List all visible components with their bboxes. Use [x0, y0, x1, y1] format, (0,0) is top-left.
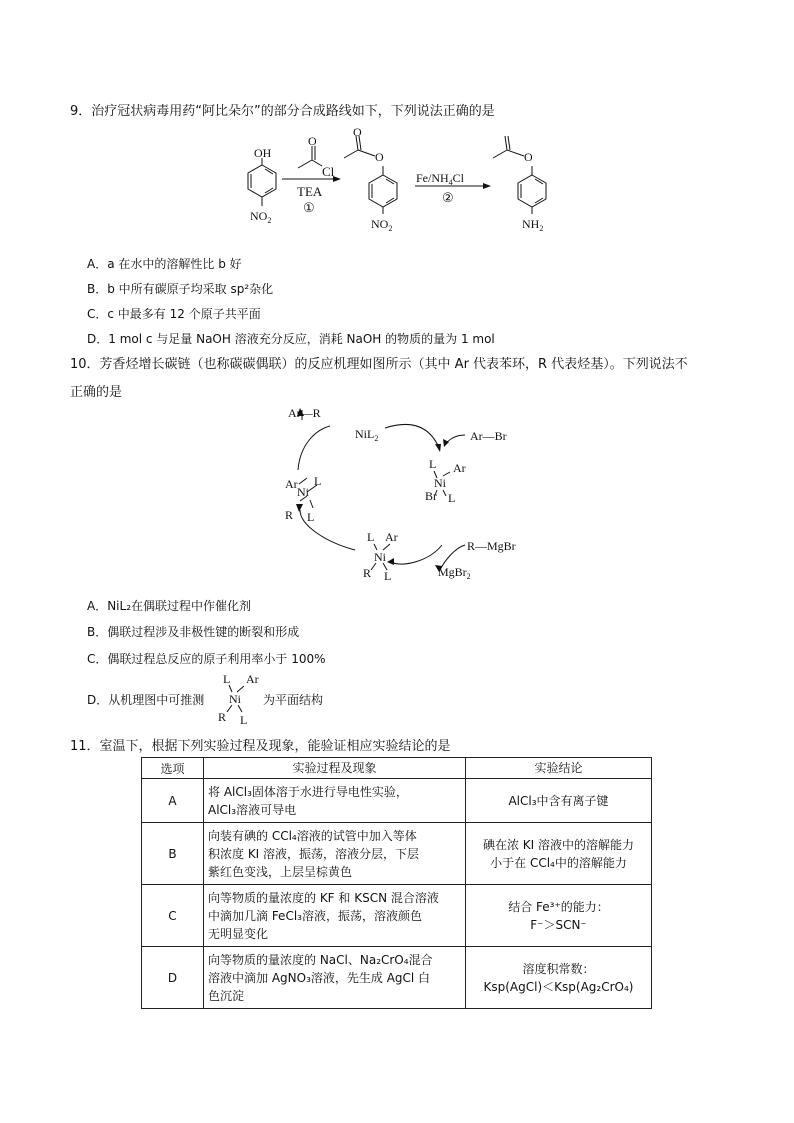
- svg-text:R: R: [218, 710, 227, 724]
- q9-option-c: C．c 中最多有 12 个原子共平面: [87, 307, 261, 321]
- svg-text:L: L: [223, 672, 231, 686]
- q9-b-ester-o: O: [375, 150, 384, 164]
- svg-text:Ar: Ar: [385, 530, 398, 544]
- cycle-mgbr2: MgBr$_2$: [438, 565, 471, 581]
- row-option: A: [142, 779, 204, 823]
- q9-c-ester-o: O: [524, 150, 533, 164]
- q9-step1-num: ①: [303, 200, 315, 215]
- svg-text:Ar: Ar: [453, 461, 466, 475]
- q9-step1-tea: TEA: [297, 184, 323, 199]
- svg-text:R: R: [363, 566, 372, 580]
- row-procedure: 将 AlCl₃固体溶于水进行导电性实验， AlCl₃溶液可导电: [204, 779, 466, 823]
- header-procedure: 实验过程及现象: [204, 758, 466, 779]
- table-row: [142, 885, 652, 947]
- cycle-ni-bottom: Ni: [374, 550, 386, 564]
- svg-text:L: L: [384, 569, 392, 583]
- svg-text:L: L: [240, 713, 248, 727]
- q10-option-a: A．NiL₂在偶联过程中作催化剂: [87, 599, 252, 613]
- q10-option-b: B．偶联过程涉及非极性键的断裂和形成: [87, 625, 300, 639]
- q11-experiment-table: [141, 757, 652, 1009]
- row-conclusion: AlCl₃中含有离子键: [466, 779, 652, 823]
- q10-option-d-structure: [213, 671, 265, 727]
- q9-step2-num: ②: [442, 190, 454, 205]
- table-row: [142, 823, 652, 885]
- q10-option-c: C．偶联过程总反应的原子利用率小于 100%: [87, 652, 326, 666]
- row-procedure: 向等物质的量浓度的 KF 和 KSCN 混合溶液 中滴加几滴 FeCl₃溶液，振荡，溶液颜色 无明显变化: [204, 885, 466, 947]
- q9-b-no2: $NO_2$: [371, 217, 393, 233]
- cycle-r-mgbr: R—MgBr: [467, 539, 516, 553]
- q9-c-nh2: $NH_2$: [522, 217, 544, 233]
- svg-text:L: L: [314, 474, 322, 488]
- row-conclusion: 碘在浓 KI 溶液中的溶解能力 小于在 CCl₄中的溶解能力: [466, 823, 652, 885]
- svg-text:R: R: [285, 508, 294, 522]
- row-option: B: [142, 823, 204, 885]
- row-option: C: [142, 885, 204, 947]
- svg-text:L: L: [429, 457, 437, 471]
- table-row: [142, 779, 652, 823]
- q9-option-d: D．1 mol c 与足量 NaOH 溶液充分反应，消耗 NaOH 的物质的量为 1 mol: [87, 332, 495, 346]
- table-header-row: [142, 758, 652, 779]
- cycle-ar-br: Ar—Br: [470, 429, 507, 443]
- q9-stem: 9．治疗冠状病毒用药“阿比朵尔”的部分合成路线如下，下列说法正确的是: [70, 104, 495, 119]
- q10-catalytic-cycle: [270, 400, 540, 585]
- table-row: [142, 947, 652, 1009]
- q10-option-d-suffix: 为平面结构: [263, 693, 324, 707]
- q9-option-a: A．a 在水中的溶解性比 b 好: [87, 257, 242, 271]
- q10-option-d-prefix: D．从机理图中可推测: [87, 693, 205, 707]
- q9-synthesis-scheme: [220, 125, 580, 236]
- q9-option-b: B．b 中所有碳原子均采取 sp²杂化: [87, 282, 274, 296]
- cycle-nil2: NiL$_2$: [355, 427, 379, 443]
- cycle-ar-r: Ar—R: [288, 406, 321, 420]
- q11-stem: 11．室温下，根据下列实验过程及现象，能验证相应实验结论的是: [70, 739, 451, 754]
- q9-reagent-cl: Cl: [322, 164, 335, 179]
- svg-text:Ar: Ar: [285, 477, 298, 491]
- header-conclusion: 实验结论: [466, 758, 652, 779]
- row-procedure: 向装有碘的 CCl₄溶液的试管中加入等体 积浓度 KI 溶液，振荡，溶液分层，下层 紫红色变浅，上层呈棕黄色: [204, 823, 466, 885]
- svg-text:Br: Br: [425, 489, 437, 503]
- svg-text:L: L: [307, 510, 315, 524]
- header-option: 选项: [142, 758, 204, 779]
- cycle-ni-left: Ni: [297, 485, 309, 499]
- q10-stem-line1: 10．芳香烃增长碳链（也称碳碳偶联）的反应机理如图所示（其中 Ar 代表苯环，R 代表烃基）。下列说法不: [70, 357, 688, 372]
- q9-a-oh: OH: [254, 146, 272, 160]
- row-option: D: [142, 947, 204, 1009]
- q9-b-carbonyl-o: O: [353, 125, 362, 139]
- q9-a-no2: $NO_2$: [250, 209, 272, 225]
- row-conclusion: 溶度积常数： Ksp(AgCl)＜Ksp(Ag₂CrO₄): [466, 947, 652, 1009]
- svg-text:Ar: Ar: [246, 672, 259, 686]
- svg-text:Ni: Ni: [229, 692, 241, 706]
- q10-stem-line2: 正确的是: [70, 385, 123, 400]
- q9-step2-reagent: $Fe/NH_4Cl$: [416, 171, 465, 187]
- row-procedure: 向等物质的量浓度的 NaCl、Na₂CrO₄混合 溶液中滴加 AgNO₃溶液，先生成 AgCl 白 色沉淀: [204, 947, 466, 1009]
- svg-text:L: L: [367, 530, 375, 544]
- q9-reagent-o: O: [308, 134, 317, 148]
- cycle-ni-right: Ni: [434, 476, 446, 490]
- row-conclusion: 结合 Fe³⁺的能力： F⁻＞SCN⁻: [466, 885, 652, 947]
- svg-text:L: L: [448, 491, 456, 505]
